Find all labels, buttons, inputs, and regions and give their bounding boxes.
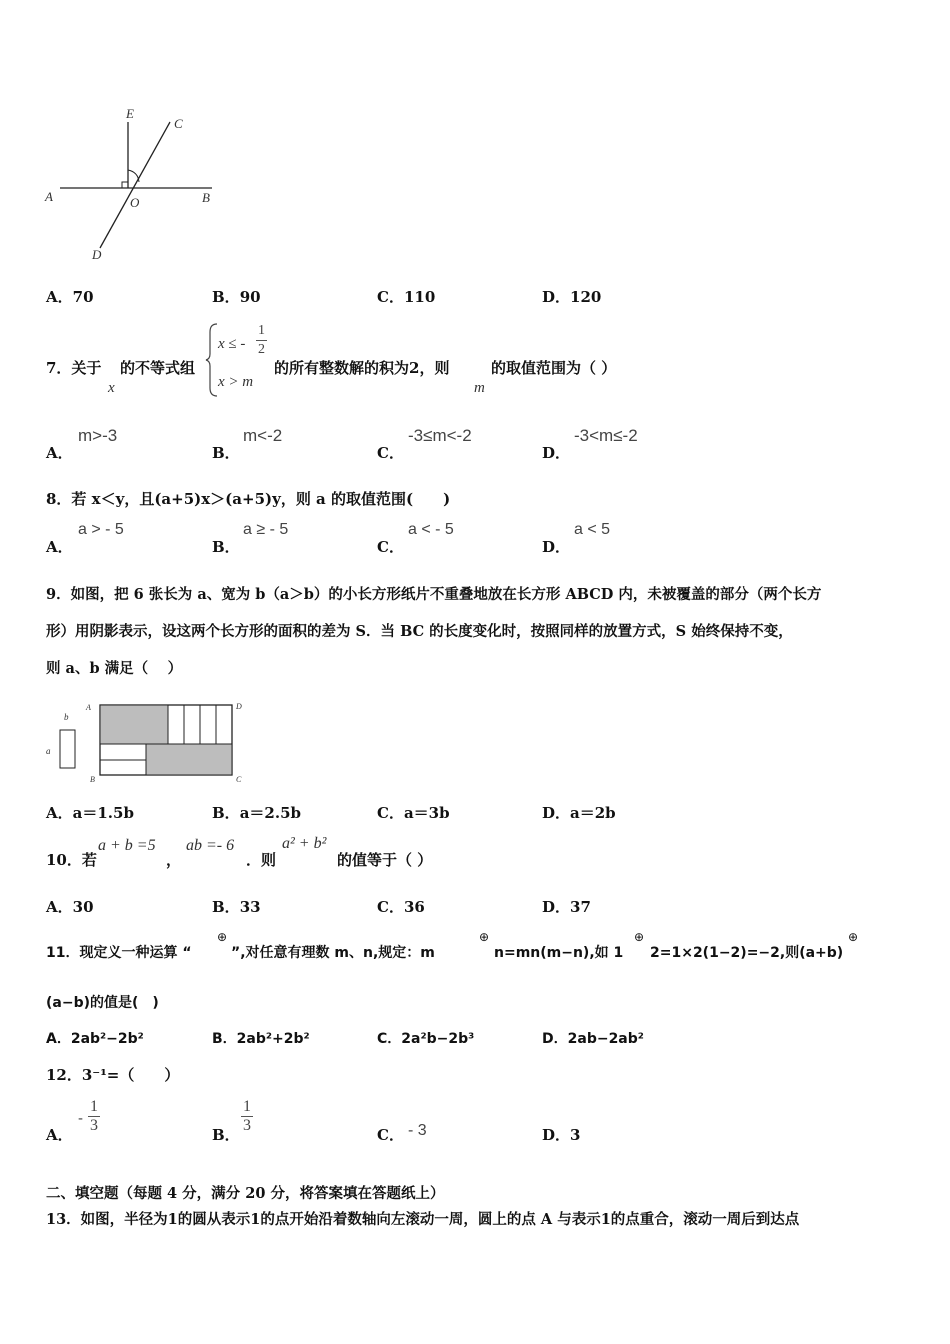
q12-option-b-fraction: $\frac{1}{3}$ — [243, 1098, 251, 1134]
q7-option-d-label[interactable]: D． — [542, 444, 571, 462]
q11-part3: n=mn(m−n),如 1 — [494, 945, 624, 961]
q10-comma: ， — [166, 851, 182, 869]
q9-option-d[interactable]: D．a＝2b — [542, 804, 616, 822]
q10-eq1: a + b =5 — [98, 837, 156, 854]
q13-stem: 13．如图，半径为1的圆从表示1的点开始沿着数轴向左滚动一周，圆上的点 A 与表示1的点重合，滚动一周后到达点 — [46, 1211, 800, 1228]
svg-text:a: a — [46, 746, 51, 756]
svg-text:D: D — [236, 702, 242, 711]
q8-option-a-math: a > - 5 — [78, 521, 124, 538]
circled-plus-icon: ⊕ — [634, 930, 645, 944]
circled-plus-icon: ⊕ — [479, 930, 490, 944]
svg-text:B: B — [90, 775, 95, 784]
q12-option-c-label[interactable]: C． — [377, 1126, 404, 1144]
q7-option-c-label[interactable]: C． — [377, 444, 404, 462]
label-e: E — [126, 106, 134, 121]
q7-option-d-math: -3<m≤-2 — [574, 426, 638, 445]
q8-option-c-label[interactable]: C． — [377, 538, 404, 556]
right-angle-mark — [122, 182, 128, 188]
q11-option-b[interactable]: B．2ab²+2b² — [212, 1031, 310, 1047]
q9-line3: 则 a、b 满足（ ） — [46, 660, 183, 677]
q6-option-a[interactable]: A．70 — [46, 288, 94, 306]
q8-option-d-math: a < 5 — [574, 521, 611, 538]
label-b: B — [202, 190, 210, 205]
q7-fraction: $\frac{1}{2}$ — [258, 323, 265, 357]
q7-option-b-label[interactable]: B． — [212, 444, 240, 462]
q11-part2: ”,对任意有理数 m、n,规定：m — [231, 945, 435, 961]
q11-part4: 2=1×2(1−2)=−2,则(a+b) — [650, 945, 844, 961]
q6-option-d[interactable]: D．120 — [542, 288, 602, 306]
brace-icon — [205, 322, 219, 398]
q12-option-b-label[interactable]: B． — [212, 1126, 240, 1144]
q7-option-a-label[interactable]: A． — [46, 444, 73, 462]
q11-option-c[interactable]: C．2a²b−2b³ — [377, 1031, 475, 1047]
svg-text:A: A — [86, 703, 91, 712]
q11-option-a[interactable]: A．2ab²−2b² — [46, 1031, 144, 1047]
q9-option-c[interactable]: C．a＝3b — [377, 804, 450, 822]
q8-option-d-label[interactable]: D． — [542, 538, 571, 556]
q11-line2: (a−b)的值是( ) — [46, 995, 159, 1011]
q7-option-c-math: -3≤m<-2 — [408, 426, 472, 445]
q9-option-b[interactable]: B．a＝2.5b — [212, 804, 301, 822]
q10-expr: a² + b² — [282, 835, 327, 852]
q7-option-a-math: m>-3 — [78, 426, 118, 445]
label-a: A — [45, 189, 53, 204]
q9-line1: 9．如图，把 6 张长为 a、宽为 b（a＞b）的小长方形纸片不重叠地放在长方形 ABCD 内，未被覆盖的部分（两个长方 — [46, 586, 822, 603]
label-c: C — [174, 116, 183, 131]
q10-option-a[interactable]: A．30 — [46, 898, 94, 916]
svg-text:b: b — [64, 712, 69, 722]
q12-option-c-math: - 3 — [408, 1122, 427, 1139]
q8-option-a-label[interactable]: A． — [46, 538, 73, 556]
rectangle-figure — [42, 698, 252, 786]
q7-var-x: x — [108, 380, 115, 396]
q8-option-c-math: a < - 5 — [408, 521, 454, 538]
q8-option-b-label[interactable]: B． — [212, 538, 240, 556]
q6-option-b[interactable]: B．90 — [212, 288, 261, 306]
q10-eq2: ab =- 6 — [186, 837, 235, 854]
q10-option-c[interactable]: C．36 — [377, 898, 425, 916]
q9-line2: 形）用阴影表示，设这两个长方形的面积的差为 S．当 BC 的长度变化时，按照同样的放置方式，S 始终保持不变， — [46, 623, 793, 640]
q12-stem: 12．3⁻¹=（ ） — [46, 1066, 180, 1084]
q12-option-a-label[interactable]: A． — [46, 1126, 73, 1144]
q8-stem: 8．若 x＜y，且(a+5)x＞(a+5)y，则 a 的取值范围( ) — [46, 490, 451, 508]
q12-option-d[interactable]: D．3 — [542, 1126, 581, 1144]
q11-option-d[interactable]: D．2ab−2ab² — [542, 1031, 644, 1047]
q7-after: 的所有整数解的积为2，则 — [274, 359, 450, 377]
q7-mid: 的不等式组 — [120, 359, 196, 377]
q12-option-a-neg: - — [78, 1110, 83, 1127]
section2-heading: 二、填空题（每题 4 分，满分 20 分，将答案填在答题纸上） — [46, 1185, 445, 1202]
line-cd — [100, 122, 170, 248]
q12-option-a-fraction: $\frac{1}{3}$ — [90, 1098, 98, 1134]
circled-plus-icon: ⊕ — [848, 930, 859, 944]
q10-tail: 的值等于（ ） — [337, 851, 433, 869]
circled-plus-icon: ⊕ — [217, 930, 228, 944]
angle-figure — [40, 100, 240, 270]
q7-option-b-math: m<-2 — [243, 426, 283, 445]
q7-prefix: 7．关于 — [46, 359, 102, 377]
q9-option-a[interactable]: A．a＝1.5b — [46, 804, 134, 822]
label-o: O — [130, 195, 140, 210]
q7-tail: 的取值范围为（ ） — [491, 359, 617, 377]
q7-var-m: m — [474, 380, 485, 396]
q11-part1: 11．现定义一种运算 “ — [46, 945, 192, 961]
q6-option-c[interactable]: C．110 — [377, 288, 436, 306]
q7-sys-line2: x > m — [218, 374, 254, 390]
q10-mid: ．则 — [246, 851, 277, 869]
q8-option-b-math: a ≥ - 5 — [243, 521, 289, 538]
label-d: D — [92, 247, 102, 262]
q7-sys-line1: x ≤ - — [218, 336, 246, 352]
q10-option-b[interactable]: B．33 — [212, 898, 261, 916]
q10-option-d[interactable]: D．37 — [542, 898, 591, 916]
svg-text:C: C — [236, 775, 242, 784]
q10-prefix: 10．若 — [46, 851, 97, 869]
